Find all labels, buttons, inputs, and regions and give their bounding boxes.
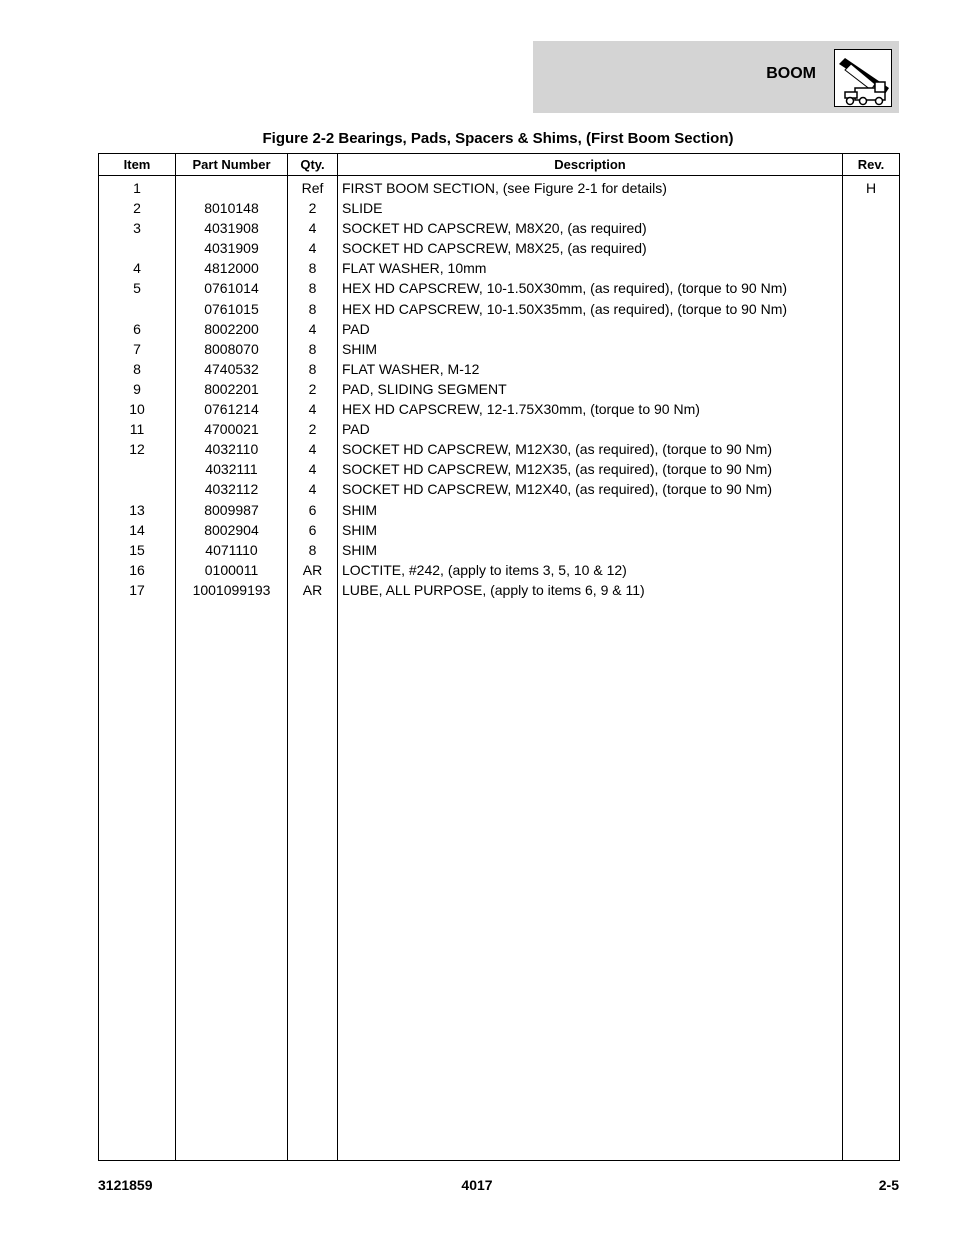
- quantity-cell: 4: [288, 479, 338, 499]
- section-tab: [533, 41, 899, 113]
- item-number-cell: 6: [99, 319, 176, 339]
- header-rev: Rev.: [843, 154, 900, 176]
- table-row: [99, 359, 900, 379]
- description-cell: HEX HD CAPSCREW, 12-1.75X30mm, (torque to 90 Nm): [338, 399, 843, 419]
- parts-table: [98, 153, 900, 1161]
- quantity-cell: 6: [288, 520, 338, 540]
- part-number-cell: 4700021: [176, 419, 288, 439]
- revision-cell: [843, 419, 900, 439]
- part-number-cell: 0761214: [176, 399, 288, 419]
- quantity-cell: 2: [288, 379, 338, 399]
- revision-cell: [843, 379, 900, 399]
- part-number-cell: 4071110: [176, 540, 288, 560]
- description-cell: SHIM: [338, 500, 843, 520]
- table-row: [99, 439, 900, 459]
- description-cell: LUBE, ALL PURPOSE, (apply to items 6, 9 & 11): [338, 580, 843, 600]
- revision-cell: [843, 278, 900, 298]
- quantity-cell: 4: [288, 238, 338, 258]
- revision-cell: [843, 198, 900, 218]
- revision-cell: [843, 500, 900, 520]
- item-number-cell: 12: [99, 439, 176, 459]
- revision-cell: [843, 560, 900, 580]
- description-cell: SOCKET HD CAPSCREW, M12X40, (as required), (torque to 90 Nm): [338, 479, 843, 499]
- item-number-cell: 10: [99, 399, 176, 419]
- table-row: [99, 258, 900, 278]
- empty-cell: [338, 600, 843, 1161]
- description-cell: FIRST BOOM SECTION, (see Figure 2-1 for details): [338, 176, 843, 199]
- table-row: [99, 479, 900, 499]
- item-number-cell: [99, 479, 176, 499]
- table-row: [99, 520, 900, 540]
- empty-cell: [176, 600, 288, 1161]
- part-number-cell: 4031909: [176, 238, 288, 258]
- footer-publication-number: 3121859: [98, 1177, 153, 1193]
- item-number-cell: 11: [99, 419, 176, 439]
- quantity-cell: 8: [288, 339, 338, 359]
- item-number-cell: 17: [99, 580, 176, 600]
- table-row: [99, 560, 900, 580]
- revision-cell: [843, 359, 900, 379]
- table-row: [99, 339, 900, 359]
- revision-cell: [843, 540, 900, 560]
- part-number-cell: 4740532: [176, 359, 288, 379]
- part-number-cell: 8009987: [176, 500, 288, 520]
- table-row: [99, 459, 900, 479]
- quantity-cell: 4: [288, 399, 338, 419]
- description-cell: SHIM: [338, 520, 843, 540]
- revision-cell: [843, 319, 900, 339]
- revision-cell: [843, 479, 900, 499]
- item-number-cell: 16: [99, 560, 176, 580]
- description-cell: SHIM: [338, 540, 843, 560]
- revision-cell: [843, 218, 900, 238]
- revision-cell: [843, 459, 900, 479]
- header-qty: Qty.: [288, 154, 338, 176]
- description-cell: SHIM: [338, 339, 843, 359]
- quantity-cell: 4: [288, 319, 338, 339]
- empty-cell: [843, 600, 900, 1161]
- quantity-cell: 2: [288, 419, 338, 439]
- quantity-cell: 6: [288, 500, 338, 520]
- part-number-cell: 4031908: [176, 218, 288, 238]
- item-number-cell: 13: [99, 500, 176, 520]
- quantity-cell: Ref: [288, 176, 338, 199]
- item-number-cell: [99, 299, 176, 319]
- quantity-cell: 4: [288, 439, 338, 459]
- item-number-cell: 5: [99, 278, 176, 298]
- part-number-cell: 4032112: [176, 479, 288, 499]
- revision-cell: [843, 580, 900, 600]
- quantity-cell: 8: [288, 278, 338, 298]
- boom-lift-icon: [834, 49, 892, 107]
- description-cell: FLAT WASHER, M-12: [338, 359, 843, 379]
- quantity-cell: 4: [288, 218, 338, 238]
- item-number-cell: 3: [99, 218, 176, 238]
- item-number-cell: 2: [99, 198, 176, 218]
- description-cell: PAD: [338, 419, 843, 439]
- part-number-cell: 4032110: [176, 439, 288, 459]
- quantity-cell: 4: [288, 459, 338, 479]
- item-number-cell: 7: [99, 339, 176, 359]
- empty-cell: [288, 600, 338, 1161]
- revision-cell: [843, 258, 900, 278]
- footer-model-number: 4017: [461, 1177, 493, 1193]
- table-row: [99, 500, 900, 520]
- description-cell: HEX HD CAPSCREW, 10-1.50X35mm, (as required), (torque to 90 Nm): [338, 299, 843, 319]
- table-row: [99, 238, 900, 258]
- description-cell: SLIDE: [338, 198, 843, 218]
- quantity-cell: 8: [288, 359, 338, 379]
- item-number-cell: 14: [99, 520, 176, 540]
- item-number-cell: 8: [99, 359, 176, 379]
- part-number-cell: 1001099193: [176, 580, 288, 600]
- revision-cell: [843, 238, 900, 258]
- quantity-cell: 8: [288, 540, 338, 560]
- table-row: [99, 419, 900, 439]
- description-cell: SOCKET HD CAPSCREW, M12X30, (as required), (torque to 90 Nm): [338, 439, 843, 459]
- table-header-row: [99, 154, 900, 176]
- revision-cell: H: [843, 176, 900, 199]
- table-row: [99, 319, 900, 339]
- section-title: BOOM: [766, 65, 816, 82]
- description-cell: PAD, SLIDING SEGMENT: [338, 379, 843, 399]
- description-cell: PAD: [338, 319, 843, 339]
- table-row: [99, 399, 900, 419]
- item-number-cell: 1: [99, 176, 176, 199]
- item-number-cell: [99, 238, 176, 258]
- table-row: [99, 379, 900, 399]
- item-number-cell: 4: [99, 258, 176, 278]
- quantity-cell: AR: [288, 580, 338, 600]
- revision-cell: [843, 339, 900, 359]
- part-number-cell: 8010148: [176, 198, 288, 218]
- table-row: [99, 176, 900, 199]
- part-number-cell: 8002200: [176, 319, 288, 339]
- quantity-cell: 8: [288, 258, 338, 278]
- item-number-cell: 15: [99, 540, 176, 560]
- quantity-cell: AR: [288, 560, 338, 580]
- empty-cell: [99, 600, 176, 1161]
- table-filler-row: [99, 600, 900, 1161]
- part-number-cell: [176, 176, 288, 199]
- description-cell: SOCKET HD CAPSCREW, M8X20, (as required): [338, 218, 843, 238]
- part-number-cell: 8002201: [176, 379, 288, 399]
- part-number-cell: 8008070: [176, 339, 288, 359]
- description-cell: SOCKET HD CAPSCREW, M12X35, (as required), (torque to 90 Nm): [338, 459, 843, 479]
- part-number-cell: 4812000: [176, 258, 288, 278]
- description-cell: LOCTITE, #242, (apply to items 3, 5, 10 & 12): [338, 560, 843, 580]
- part-number-cell: 8002904: [176, 520, 288, 540]
- revision-cell: [843, 299, 900, 319]
- quantity-cell: 2: [288, 198, 338, 218]
- table-row: [99, 278, 900, 298]
- part-number-cell: 0761015: [176, 299, 288, 319]
- quantity-cell: 8: [288, 299, 338, 319]
- item-number-cell: [99, 459, 176, 479]
- header-part-number: Part Number: [176, 154, 288, 176]
- part-number-cell: 0100011: [176, 560, 288, 580]
- table-row: [99, 540, 900, 560]
- table-row: [99, 218, 900, 238]
- revision-cell: [843, 399, 900, 419]
- part-number-cell: 0761014: [176, 278, 288, 298]
- description-cell: HEX HD CAPSCREW, 10-1.50X30mm, (as required), (torque to 90 Nm): [338, 278, 843, 298]
- header-description: Description: [338, 154, 843, 176]
- part-number-cell: 4032111: [176, 459, 288, 479]
- description-cell: FLAT WASHER, 10mm: [338, 258, 843, 278]
- footer-page-number: 2-5: [878, 1177, 899, 1193]
- description-cell: SOCKET HD CAPSCREW, M8X25, (as required): [338, 238, 843, 258]
- table-row: [99, 580, 900, 600]
- revision-cell: [843, 439, 900, 459]
- item-number-cell: 9: [99, 379, 176, 399]
- revision-cell: [843, 520, 900, 540]
- table-row: [99, 198, 900, 218]
- header-item: Item: [99, 154, 176, 176]
- figure-title: Figure 2-2 Bearings, Pads, Spacers & Shims, (First Boom Section): [262, 130, 734, 147]
- table-row: [99, 299, 900, 319]
